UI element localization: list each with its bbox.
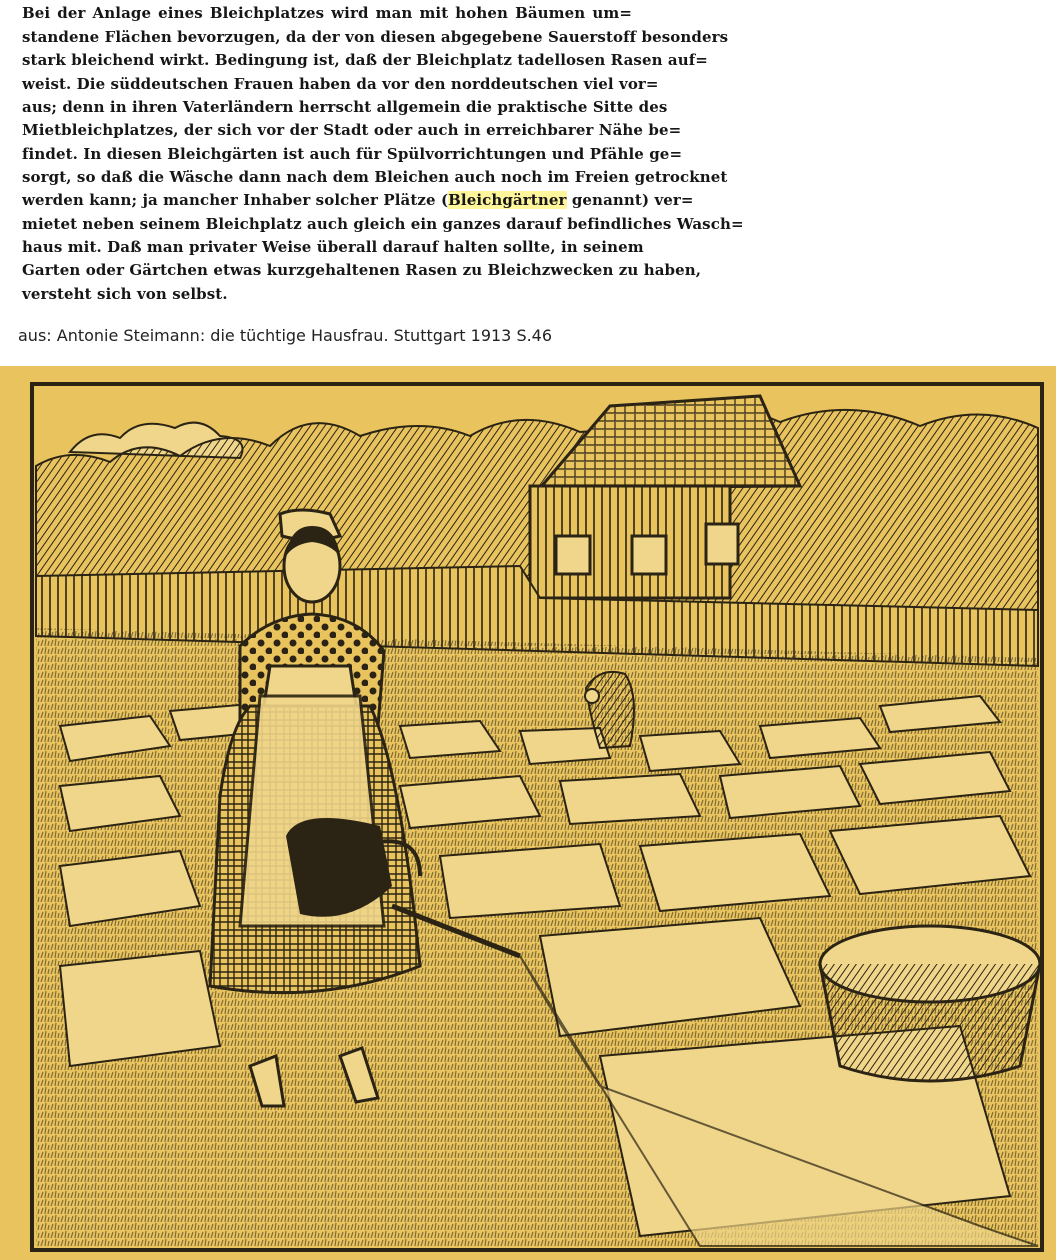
text-line-9-genannt: genannt (571, 191, 642, 209)
text-line-7: findet. In diesen Bleichgärten ist auch für Spülvorrichtungen und Pfähle ge= (22, 145, 683, 163)
text-line-6: Mietbleichplatzes, der sich vor der Stadt oder auch in erreichbarer Nähe be= (22, 121, 682, 139)
source-caption: aus: Antonie Steimann: die tüchtige Hausfrau. Stuttgart 1913 S.46 (18, 326, 553, 345)
text-line-1: Bei der Anlage eines Bleichplatzes wird man mit hohen Bäumen um= (22, 4, 632, 22)
text-line-12: Garten oder Gärtchen etwas kurzgehaltenen Rasen zu Bleichzwecken zu haben, (22, 261, 702, 279)
text-line-10: mietet neben seinem Bleichplatz auch gleich ein ganzes darauf befindliches Wasch= (22, 215, 744, 233)
text-line-3: stark bleichend wirkt. Bedingung ist, daß der Bleichplatz tadellosen Rasen auf= (22, 51, 708, 69)
text-line-9 (22, 191, 694, 209)
laundry-basket (820, 926, 1040, 1081)
text-line-9-start: werden kann; ja mancher Inhaber solcher Plätze ( (22, 191, 449, 209)
woodcut-drawing (0, 366, 1056, 1260)
bleaching-yard-illustration (0, 366, 1056, 1260)
text-line-5: aus; denn in ihren Vaterländern herrscht allgemein die praktische Sitte des (22, 98, 668, 116)
text-line-13: versteht sich von selbst. (22, 285, 228, 303)
text-line-4: weist. Die süddeutschen Frauen haben da vor den norddeutschen viel vor= (22, 75, 659, 93)
text-line-9-end: ) ver= (641, 191, 694, 209)
book-text-excerpt (14, 0, 744, 303)
text-line-2: standene Flächen bevorzugen, da der von diesen abgegebene Sauerstoff besonders (22, 28, 729, 46)
text-line-8: sorgt, so daß die Wäsche dann nach dem Bleichen auch noch im Freien getrocknet (22, 168, 728, 186)
highlighted-word: Bleichgärtner (448, 191, 567, 209)
text-line-11: haus mit. Daß man privater Weise überall darauf halten sollte, in seinem (22, 238, 644, 256)
